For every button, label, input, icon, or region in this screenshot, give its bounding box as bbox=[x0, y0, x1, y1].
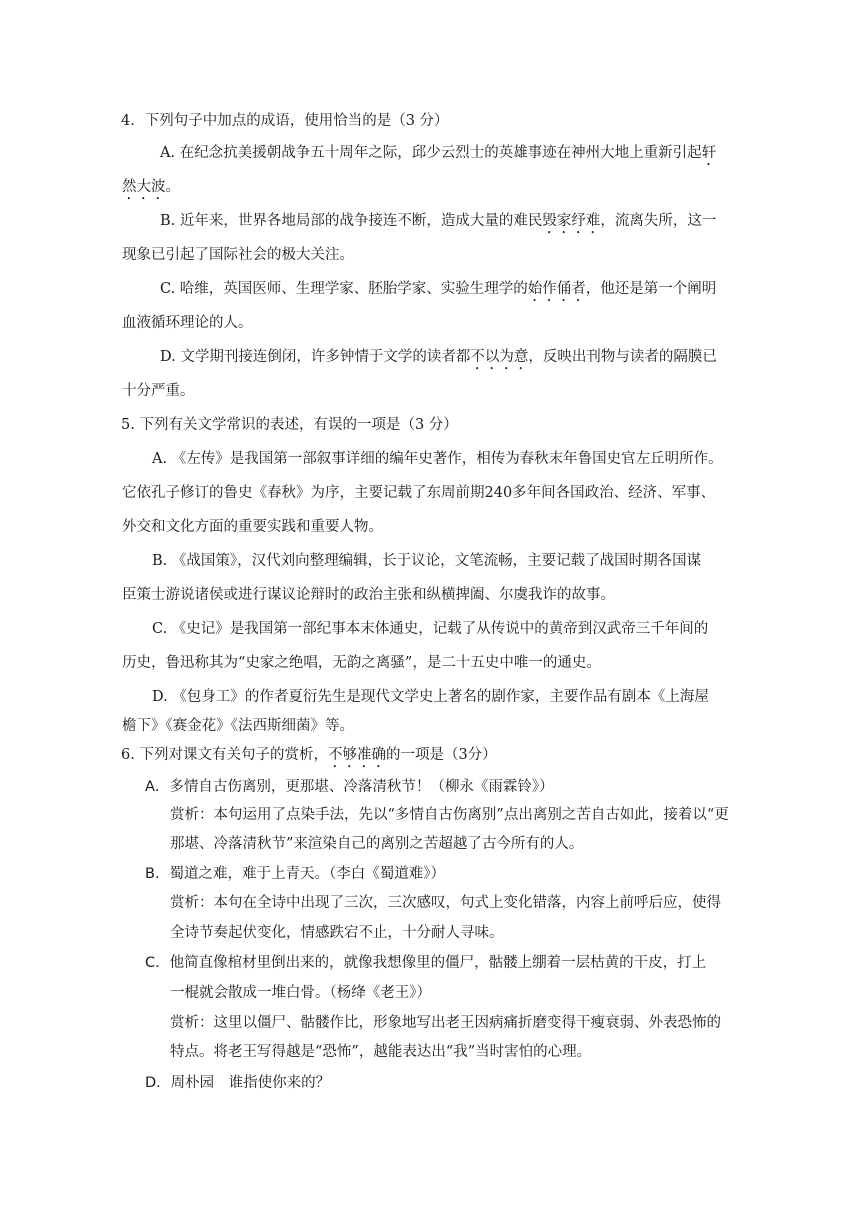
q5-title: 5. 下列有关文学常识的表述，有误的一项是（3 分） bbox=[121, 417, 458, 433]
q6-option-a-comment-line2: 那堪、冷落清秋节”来渲染自己的离别之苦超越了古今所有的人。 bbox=[170, 836, 584, 852]
emphasized-phrase: 不以为意 bbox=[470, 349, 529, 365]
q4-option-a-line2: 然大波。 bbox=[122, 179, 180, 195]
q5-option-a-line2: 它依孔子修订的鲁史《春秋》为序，主要记载了东周前期240多年间各国政治、经济、军事、 bbox=[122, 485, 716, 501]
q5-option-b-line1: B. 《战国策》，汉代刘向整理编辑，长于议论，文笔流畅，主要记载了战国时期各国谋 bbox=[152, 553, 702, 569]
q6-option-c-comment-line2: 特点。将老王写得越是“恐怖”，越能表达出“我”当时害怕的心理。 bbox=[170, 1044, 592, 1060]
q4-title: 4．下列句子中加点的成语，使用恰当的是（3 分） bbox=[121, 113, 449, 129]
q6-option-c-comment-line1: 赏析：这里以僵尸、骷髅作比，形象地写出老王因病痛折磨变得干瘦衰弱、外表恐怖的 bbox=[170, 1015, 721, 1031]
q4-option-b-line1: B. 近年来，世界各地局部的战争接连不断，造成大量的难民毁家纾难，流离失所，这一 bbox=[160, 213, 717, 229]
q6-option-a-comment-line1: 赏析：本句运用了点染手法，先以“多情自古伤离别”点出离别之苦自古如此，接着以“更 bbox=[170, 807, 729, 823]
emphasized-phrase: 不够准确 bbox=[327, 747, 386, 763]
q5-option-a-line1: A. 《左传》是我国第一部叙事详细的编年史著作，相传为春秋末年鲁国史官左丘明所作。 bbox=[152, 451, 723, 467]
q5-option-b-line2: 臣策士游说诸侯或进行谋议论辩时的政治主张和纵横捭阖、尔虞我诈的故事。 bbox=[122, 587, 615, 603]
q6-option-a-quote: A．多情自古伤离别，更那堪、冷落清秋节！（柳永《雨霖铃》） bbox=[145, 779, 554, 795]
q5-option-c-line2: 历史，鲁迅称其为“史家之绝唱，无韵之离骚”，是二十五史中唯一的通史。 bbox=[122, 655, 601, 671]
q6-option-d-quote: D．周朴园 谁指使你来的？ bbox=[145, 1075, 331, 1091]
emphasized-phrase: 然大波 bbox=[122, 179, 166, 195]
emphasized-phrase: 轩 bbox=[701, 145, 717, 161]
q4-option-a-line1: A. 在纪念抗美援朝战争五十周年之际，邱少云烈士的英雄事迹在神州大地上重新引起轩 bbox=[160, 145, 717, 161]
q4-option-d-line2: 十分严重。 bbox=[122, 383, 195, 399]
q4-option-b-line2: 现象已引起了国际社会的极大关注。 bbox=[122, 247, 354, 263]
q5-option-c-line1: C. 《史记》是我国第一部纪事本末体通史，记载了从传说中的黄帝到汉武帝三千年间的 bbox=[152, 621, 709, 637]
q6-option-c-quote-line2: 一棍就会散成一堆白骨。（杨绛《老王》） bbox=[170, 985, 431, 1001]
emphasized-phrase: 始作俑者 bbox=[527, 281, 586, 297]
q6-option-c-quote-line1: C．他简直像棺材里倒出来的，就像我想像里的僵尸，骷髅上绷着一层枯黄的干皮，打上 bbox=[145, 955, 707, 971]
q5-option-d-line2: 檐下》《赛金花》《法西斯细菌》等。 bbox=[122, 718, 354, 734]
q5-option-d-line1: D. 《包身工》的作者夏衍先生是现代文学史上著名的剧作家，主要作品有剧本《上海屋 bbox=[152, 689, 709, 705]
q6-option-b-comment-line1: 赏析：本句在全诗中出现了三次，三次感叹，句式上变化错落，内容上前呼后应，使得 bbox=[170, 895, 721, 911]
q4-option-c-line1: C. 哈维，英国医师、生理学家、胚胎学家、实验生理学的始作俑者，他还是第一个阐明 bbox=[160, 281, 717, 297]
q6-title: 6. 下列对课文有关句子的赏析，不够准确的一项是（3分） bbox=[121, 747, 497, 763]
q6-option-b-quote: B．蜀道之难，难于上青天。（李白《蜀道难》） bbox=[145, 866, 445, 882]
q6-option-b-comment-line2: 全诗节奏起伏变化，情感跌宕不止，十分耐人寻味。 bbox=[170, 925, 504, 941]
q4-option-c-line2: 血液循环理论的人。 bbox=[122, 315, 253, 331]
q5-option-a-line3: 外交和文化方面的重要实践和重要人物。 bbox=[122, 519, 383, 535]
q4-option-d-line1: D. 文学期刊接连倒闭，许多钟情于文学的读者都不以为意，反映出刊物与读者的隔膜已 bbox=[160, 349, 717, 365]
emphasized-phrase: 毁家纾难 bbox=[542, 213, 601, 229]
